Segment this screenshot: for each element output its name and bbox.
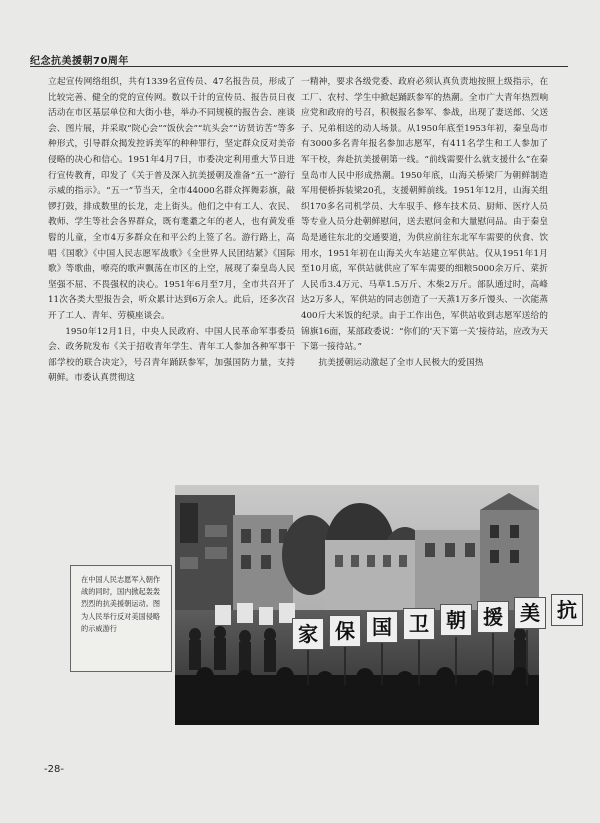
banner-char: 援 (477, 601, 509, 633)
running-header: 纪念抗美援朝70周年 (30, 56, 129, 67)
banner-char: 卫 (403, 608, 435, 640)
left-column (48, 75, 295, 387)
left-paragraph-2: 1950年12月1日，中央人民政府、中国人民革命军事委员会、政务院发布《关于招收青年学生、青年工人参加各种军事干部学校的联合决定》，号召青年踊跃参军，加强国防力量，支持朝鲜。市委认真贯彻这 (48, 326, 295, 384)
right-paragraph-1: 一精神，要求各级党委、政府必须认真负责地按照上级指示，在工厂、农村、学生中掀起踊跃参军的热潮。全市广大青年热烈响应党和政府的号召，积极报名参军、参战，出现了妻送郎、父送子、兄弟相送的动人场景。从1950年底至1953年初，秦皇岛市有3000多名青年报名参加志愿军，有411名学生和工人参加了军干校，奔赴抗美援朝第一线。“前线需要什么就支援什么”在秦皇岛市人民中形成热潮。1950年底，山海关桥梁厂为朝鲜制造军用便桥拆装梁20孔，支援朝鲜前线。1951年12月，山海关组织170多名司机学员、大车驭手、修车技术员、厨师、医疗人员等专业人员分赴朝鲜慰问，送去慰问金和大量慰问品。由于秦皇岛是通往东北的交通要道，为供应前往东北军车需要的伙食、饮用水，1951年初在山海关火车站建立军供站。仅从1951年1月至10月底，军供站就供应了军车需要的细粮5000余万斤、菜折人民币3.4万元、马草1.5万斤、木柴2万斤。部队通过时，高峰达2万多人，军供站的同志创造了一天蒸1万多斤馒头、一次能蒸400斤大米饭的纪录。由于工作出色，军供站收到志愿军送给的锦旗16面，某部政委说：“你们的‘天下第一关’接待站，应改为天下第一接待站。” (301, 77, 548, 353)
banner-char: 家 (292, 618, 324, 650)
photo-caption: 在中国人民志愿军入朝作战的同时，国内掀起轰轰烈烈的抗美援朝运动。图为人民举行反对美国侵略的示威游行 (81, 575, 161, 633)
parade-photo (175, 485, 577, 725)
banner-char: 抗 (551, 594, 583, 626)
header-rule (30, 66, 568, 67)
right-column (301, 75, 548, 371)
banner-char: 保 (329, 615, 361, 647)
banner-char: 朝 (440, 604, 472, 636)
banner-char: 国 (366, 611, 398, 643)
page-number: -28- (44, 764, 64, 775)
left-paragraph-1: 立起宣传网络组织，共有1339名宣传员、47名报告员，形成了比较完善、健全的党的宣传网。数以千计的宣传员、报告员日夜活动在市区基层单位和大街小巷，举办不同规模的报告会、座谈会、图片展，并采取“院心会”“饭伙会”“坑头会”“访贤访苦”等多种形式，引导群众揭发控诉美军的种种罪行，坚定群众反对美帝侵略的决心和信心。1951年4月7日，市委决定利用重大节日进行宣传教育，印发了《关于普及深入抗美援朝及准备“五一”游行示威的指示》。“五一”节当天，全市44000名群众挥舞彩旗，敲锣打鼓，排成数里的长龙，走上街头。他们之中有工人、农民、教师、学生等社会各界群众，既有耄耋之年的老人，也有黄发垂髫的儿童，全市4万多群众在和平公约上签了名。游行路上，高唱《国歌》《中国人民志愿军战歌》《全世界人民团结紧》《国际歌》等歌曲，嘹亮的歌声飘荡在市区的上空，展现了秦皇岛人民坚强不屈、不畏强权的决心。1951年6月至7月，全市共召开了11次各类大型报告会，听众累计达到6万余人。此后，还多次召开了工人、青年、劳模座谈会。 (48, 77, 295, 321)
banner-char: 美 (514, 597, 546, 629)
right-paragraph-2: 抗美援朝运动激起了全市人民极大的爱国热 (318, 357, 484, 368)
caption-box (70, 565, 172, 672)
